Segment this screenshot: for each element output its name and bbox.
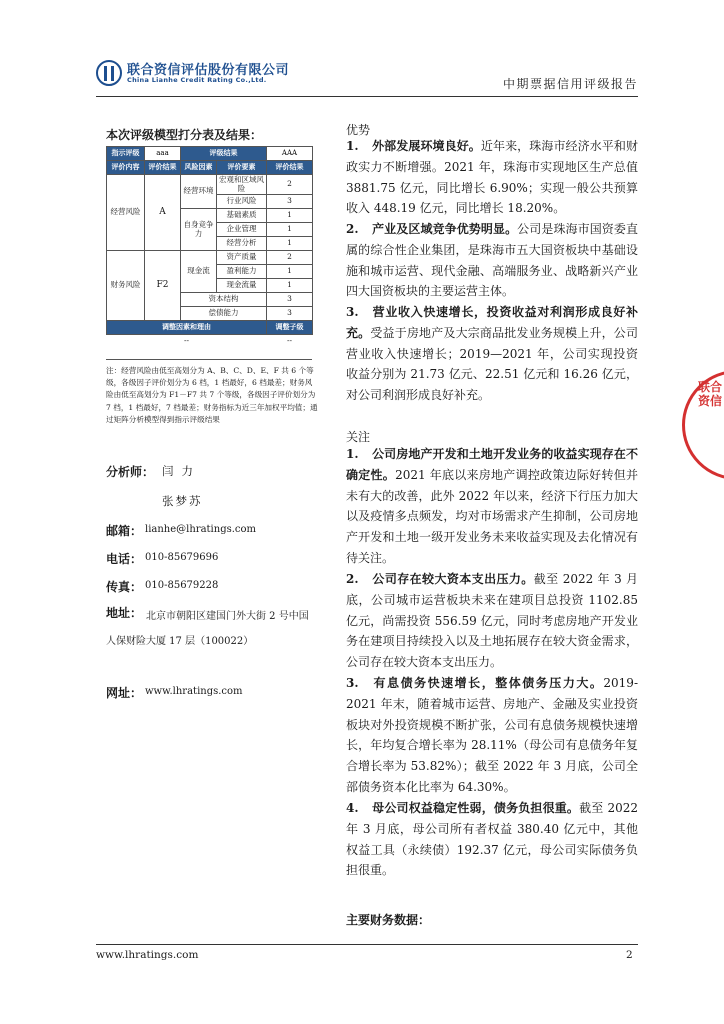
item-body: 2021 年底以来房地产调控政策边际好转但并未有大的改善，此外 2022 年以来，经济下行压力加大以及疫情多点频发，均对市场需求产生抑制，公司房地产开发和土地一级开发业务未来收益实现及去化情况有待关注。 xyxy=(346,467,638,565)
page-number: 2 xyxy=(626,949,633,961)
table-header-cell: 评价结果 xyxy=(267,161,313,175)
advantages-title: 优势 xyxy=(346,123,371,137)
table-cell: 行业风险 xyxy=(217,195,267,209)
table-row xyxy=(107,251,313,265)
table-cell: -- xyxy=(286,336,293,346)
table-row xyxy=(107,335,313,349)
table-cell: 宏观和区域风险 xyxy=(217,175,267,195)
item-heading: 产业及区域竞争优势明显。 xyxy=(372,222,518,236)
table-cell: 1 xyxy=(267,223,313,237)
table-bottom-rule xyxy=(106,359,312,360)
table-cell: 3 xyxy=(267,307,313,321)
header-divider xyxy=(96,96,638,97)
analyst-name: 闫力 xyxy=(162,464,201,478)
item-heading: 营业收入快速增长，投资收益对利润形成良好补充。 xyxy=(346,305,638,340)
item-number: 1. xyxy=(346,447,359,461)
email-link[interactable]: lianhe@lhratings.com xyxy=(145,524,257,535)
table-cell: 偿债能力 xyxy=(181,307,267,321)
table-cell: AAA xyxy=(267,147,313,161)
concerns-title: 关注 xyxy=(346,430,371,444)
table-row xyxy=(107,161,313,175)
table-header-cell: 评价要素 xyxy=(217,161,267,175)
item-body: 近年来，珠海市经济水平和财政实力不断增强。2021 年，珠海市实现地区生产总值 3881.75 亿元，同比增长 6.90%；实现一般公共预算收入 448.19 亿元，同比增长 18.20%。 xyxy=(346,139,638,216)
table-cell: 资本结构 xyxy=(181,293,267,307)
table-row xyxy=(107,321,313,335)
table-cell: 经营环境 xyxy=(181,175,217,209)
table-cell: 经营分析 xyxy=(217,237,267,251)
table-cell: -- xyxy=(183,336,190,346)
analyst-label: 分析师： xyxy=(106,465,155,479)
table-cell: 1 xyxy=(267,279,313,293)
item-number: 4. xyxy=(346,801,359,815)
table-cell: 现金流 xyxy=(181,251,217,293)
fax-value: 010-85679228 xyxy=(145,580,219,591)
table-cell: 1 xyxy=(267,237,313,251)
item-number: 1. xyxy=(346,139,359,153)
item-heading: 有息债务快速增长，整体债务压力大。 xyxy=(372,676,604,690)
phone-value: 010-85679696 xyxy=(145,552,219,563)
item-body: 2019-2021 年末，随着城市运营、房地产、金融及实业投资板块对外投资规模不断扩张，公司有息债务规模快速增长，年均复合增长率为 28.11%（母公司有息债务年复合增长率为 53.82%）；截至 2022 年 3 月底，公司全部债务资本化比率为 64.30%。 xyxy=(346,676,638,794)
website-link[interactable]: www.lhratings.com xyxy=(145,686,243,697)
financial-data-title: 主要财务数据： xyxy=(346,913,431,927)
report-title: 中期票据信用评级报告 xyxy=(502,77,638,91)
table-header-cell: 评价内容 xyxy=(107,161,145,175)
company-logo-icon xyxy=(96,60,122,86)
concern-item xyxy=(346,798,638,881)
table-cell: 企业管理 xyxy=(217,223,267,237)
footer-website: www.lhratings.com xyxy=(96,949,199,961)
address-label: 地址： xyxy=(106,606,143,620)
phone-label: 电话： xyxy=(106,552,143,566)
table-cell: 现金流量 xyxy=(217,279,267,293)
table-cell: 基础素质 xyxy=(217,209,267,223)
concern-item xyxy=(346,569,638,673)
table-cell: 自身竞争力 xyxy=(181,209,217,251)
score-table xyxy=(106,146,313,349)
table-cell: 3 xyxy=(267,195,313,209)
item-body: 截至 2022 年 3 月底，公司城市运营板块未来在建项目总投资 1102.85 亿元，尚需投资 556.59 亿元，同时考虑房地产开发业务在建项目持续投入以及土地拓展存在较大资金需求，公司存在较大资本支出压力。 xyxy=(346,572,638,670)
item-number: 2. xyxy=(346,222,359,236)
table-cell: 财务风险 xyxy=(107,251,145,321)
item-number: 3. xyxy=(346,305,359,319)
seal-text: 联合资信 xyxy=(697,380,722,408)
table-cell: 1 xyxy=(267,209,313,223)
table-cell: 3 xyxy=(267,293,313,307)
advantage-item xyxy=(346,136,638,219)
email-label: 邮箱： xyxy=(106,524,143,538)
company-name-en: China Lianhe Credit Rating Co.,Ltd. xyxy=(127,76,267,84)
table-header-cell: 评价结果 xyxy=(145,161,181,175)
item-heading: 公司房地产开发和土地开发业务的收益实现存在不确定性。 xyxy=(346,447,638,482)
address-value: 北京市朝阳区建国门外大街 2 号中国人保财险大厦 17 层（100022） xyxy=(106,611,309,647)
table-header-cell: 风险因素 xyxy=(181,161,217,175)
item-body: 公司是珠海市国资委直属的综合性企业集团，是珠海市五大国资板块中基础设施和城市运营、现代金融、高端服务业、战略新兴产业四大国资板块的主要运营主体。 xyxy=(346,222,638,299)
table-row xyxy=(107,175,313,195)
item-body: 截至 2022 年 3 月底，母公司所有者权益 380.40 亿元中，其他权益工具（永续债）192.37 亿元，母公司实际债务负担很重。 xyxy=(346,801,638,878)
table-header-cell: 调整因素和理由 xyxy=(107,321,267,335)
table-cell: 指示评级 xyxy=(107,147,145,161)
company-name-cn: 联合资信评估股份有限公司 xyxy=(127,63,290,78)
item-number: 3. xyxy=(346,676,359,690)
table-cell: 经营风险 xyxy=(107,175,145,251)
table-cell: aaa xyxy=(145,147,181,161)
item-number: 2. xyxy=(346,572,359,586)
score-table-note: 注：经营风险由低至高划分为 A、B、C、D、E、F 共 6 个等级，各级因子评价划分为 6 档，1 档最好，6 档最差；财务风险由低至高划分为 F1－F7 共 7 个等级，各级因子评价划分为 7 档，1 档最好，7 档最差；财务指标为近三年加权平均值；通过矩阵分析模型得到指示评级结果 xyxy=(106,366,318,424)
table-cell: A xyxy=(145,175,181,251)
table-cell: 2 xyxy=(267,175,313,195)
score-table-title: 本次评级模型打分表及结果： xyxy=(106,128,263,142)
analyst-name: 张梦苏 xyxy=(162,494,203,508)
item-heading: 母公司权益稳定性弱，债务负担很重。 xyxy=(372,801,580,815)
table-cell: 评级结果 xyxy=(181,147,267,161)
item-body: 受益于房地产及大宗商品批发业务规模上升，公司营业收入快速增长；2019—2021 年，公司实现投资收益分别为 21.73 亿元、22.51 亿元和 16.26 亿元，对公司利润形成良好补充。 xyxy=(346,325,638,403)
table-cell: F2 xyxy=(145,251,181,321)
item-heading: 外部发展环境良好。 xyxy=(372,139,481,153)
footer-divider xyxy=(96,944,638,945)
item-heading: 公司存在较大资本支出压力。 xyxy=(372,572,534,586)
table-cell: 资产质量 xyxy=(217,251,267,265)
table-row xyxy=(107,147,313,161)
table-cell: 1 xyxy=(267,265,313,279)
concern-item xyxy=(346,673,638,798)
table-cell: 盈利能力 xyxy=(217,265,267,279)
table-cell: 2 xyxy=(267,251,313,265)
website-label: 网址： xyxy=(106,686,143,700)
advantage-item xyxy=(346,302,638,406)
fax-label: 传真： xyxy=(106,580,143,594)
advantage-item xyxy=(346,219,638,302)
concern-item xyxy=(346,444,638,569)
table-header-cell: 调整子级 xyxy=(267,321,313,335)
